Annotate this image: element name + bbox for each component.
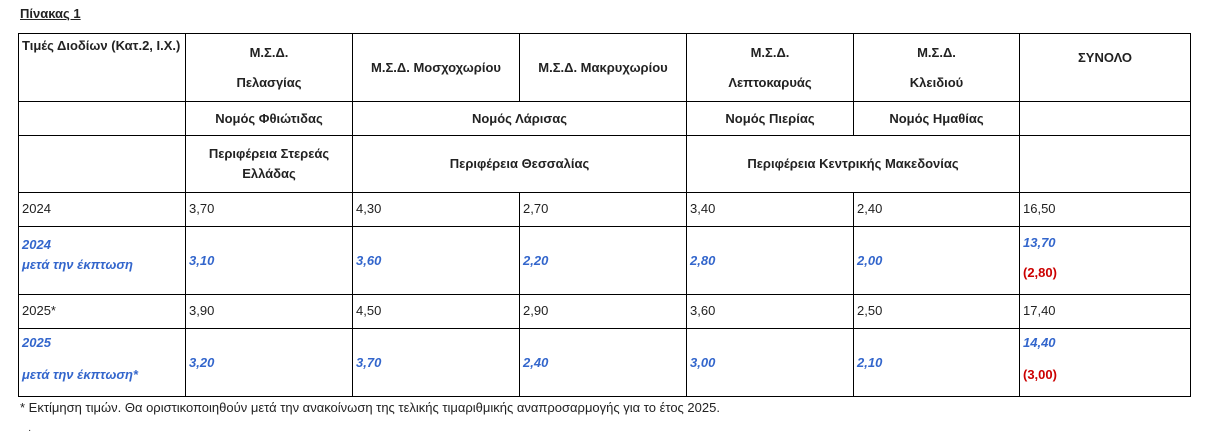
station-kleidi xyxy=(854,34,1020,102)
row-label-year: 2024 xyxy=(22,237,51,252)
stray-mark: · xyxy=(28,425,32,436)
table-row xyxy=(19,329,1191,397)
row-label-note: μετά την έκπτωση xyxy=(22,257,133,272)
total-cell: 16,50 xyxy=(1020,193,1191,227)
price-cell: 2,50 xyxy=(854,295,1020,329)
row-label: 2025* xyxy=(19,295,186,329)
price-cell: 2,40 xyxy=(854,193,1020,227)
station-label: Κλειδιού xyxy=(909,74,964,90)
station-label: Μ.Σ.Δ. xyxy=(249,44,289,60)
price-cell: 2,90 xyxy=(520,295,687,329)
row-label xyxy=(19,329,186,397)
empty-cell xyxy=(1020,136,1191,193)
price-cell: 3,70 xyxy=(353,329,520,397)
total-cell: 17,40 xyxy=(1020,295,1191,329)
price-cell: 4,50 xyxy=(353,295,520,329)
row-label xyxy=(19,227,186,295)
price-cell: 2,70 xyxy=(520,193,687,227)
total-cell xyxy=(1020,329,1191,397)
row-label-year: 2025 xyxy=(22,335,51,350)
toll-prices-table xyxy=(18,33,1191,397)
total-cell xyxy=(1020,227,1191,295)
saving-value: (2,80) xyxy=(1023,265,1057,280)
header-row-prefectures xyxy=(19,102,1191,136)
saving-value: (3,00) xyxy=(1023,367,1057,382)
price-cell: 4,30 xyxy=(353,193,520,227)
price-cell: 3,20 xyxy=(186,329,353,397)
station-label: Μ.Σ.Δ. xyxy=(917,44,956,60)
table-row xyxy=(19,295,1191,329)
prefecture-pieria: Νομός Πιερίας xyxy=(687,102,854,136)
footnote: * Εκτίμηση τιμών. Θα οριστικοποιηθούν μετά την ανακοίνωση της τελικής τιμαριθμικής αναπροσαρμογής για το έτος 2025. xyxy=(20,400,720,415)
empty-cell xyxy=(19,136,186,193)
region-sterea-ellada: Περιφέρεια Στερεάς Ελλάδας xyxy=(186,136,353,193)
price-cell: 3,40 xyxy=(687,193,854,227)
station-label: Λεπτοκαρυάς xyxy=(728,74,812,90)
region-central-macedonia: Περιφέρεια Κεντρικής Μακεδονίας xyxy=(687,136,1020,193)
price-cell: 3,70 xyxy=(186,193,353,227)
prefecture-fthiotida: Νομός Φθιώτιδας xyxy=(186,102,353,136)
empty-cell xyxy=(19,102,186,136)
header-row-stations xyxy=(19,34,1191,102)
station-makrychori: Μ.Σ.Δ. Μακρυχωρίου xyxy=(520,34,687,102)
prefecture-larisa: Νομός Λάρισας xyxy=(353,102,687,136)
table-row xyxy=(19,227,1191,295)
price-cell: 2,00 xyxy=(854,227,1020,295)
price-cell: 3,00 xyxy=(687,329,854,397)
station-label: Πελασγίας xyxy=(236,74,302,90)
price-cell: 2,10 xyxy=(854,329,1020,397)
price-cell: 2,20 xyxy=(520,227,687,295)
price-cell: 3,60 xyxy=(353,227,520,295)
station-moschochori: Μ.Σ.Δ. Μοσχοχωρίου xyxy=(353,34,520,102)
prefecture-imathia: Νομός Ημαθίας xyxy=(854,102,1020,136)
price-cell: 3,90 xyxy=(186,295,353,329)
table-caption: Πίνακας 1 xyxy=(20,6,81,21)
station-label: Μ.Σ.Δ. xyxy=(750,44,790,60)
total-value: 14,40 xyxy=(1023,335,1056,350)
region-thessaly: Περιφέρεια Θεσσαλίας xyxy=(353,136,687,193)
row-label: 2024 xyxy=(19,193,186,227)
header-row-regions xyxy=(19,136,1191,193)
total-header: ΣΥΝΟΛΟ xyxy=(1020,34,1191,102)
total-value: 13,70 xyxy=(1023,235,1056,250)
empty-cell xyxy=(1020,102,1191,136)
row-label-note: μετά την έκπτωση* xyxy=(22,367,138,382)
corner-header: Τιμές Διοδίων (Κατ.2, Ι.Χ.) xyxy=(19,34,186,102)
table-row xyxy=(19,193,1191,227)
price-cell: 3,10 xyxy=(186,227,353,295)
station-pelasgia xyxy=(186,34,353,102)
price-cell: 3,60 xyxy=(687,295,854,329)
station-leptokarya xyxy=(687,34,854,102)
price-cell: 2,80 xyxy=(687,227,854,295)
price-cell: 2,40 xyxy=(520,329,687,397)
